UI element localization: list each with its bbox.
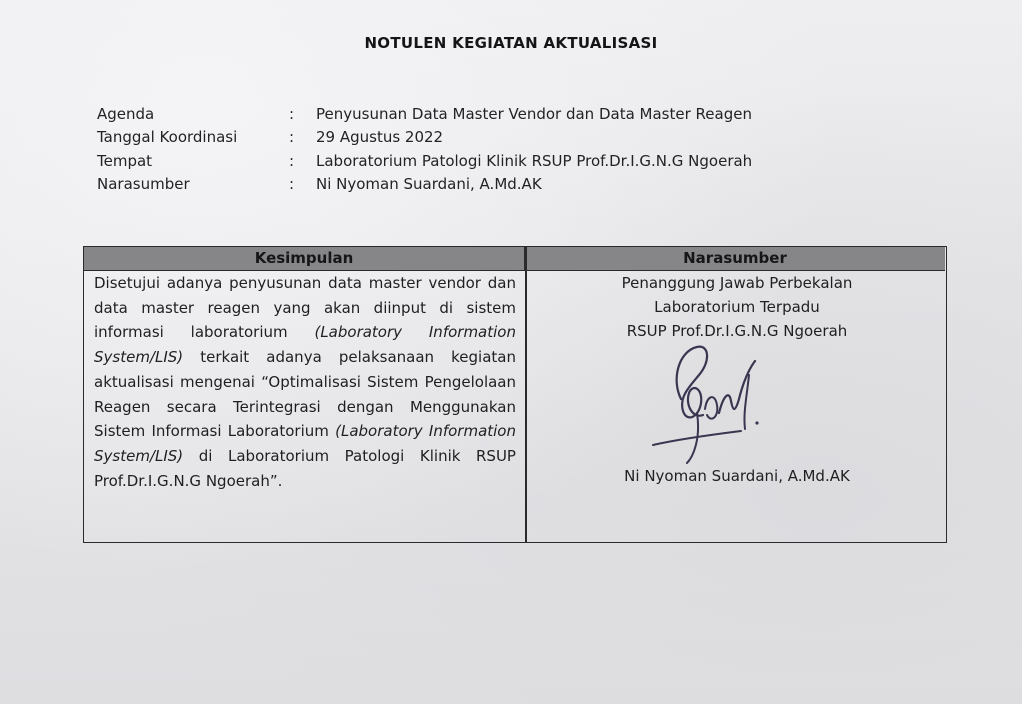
header-narasumber: Narasumber <box>525 247 945 271</box>
kesimpulan-italic-1: (Laboratory Information System/LIS) <box>94 323 516 367</box>
meta-value: 29 Agustus 2022 <box>316 128 444 147</box>
meta-colon: : <box>289 151 295 170</box>
signer-name: Ni Nyoman Suardani, A.Md.AK <box>624 467 850 485</box>
meta-label: Tempat <box>97 151 153 170</box>
role-line-1: Penanggung Jawab Perbekalan <box>621 274 853 292</box>
role-line-2: Laboratorium Terpadu <box>654 298 820 316</box>
meta-value: Laboratorium Patologi Klinik RSUP Prof.Dr.I.G.N.G Ngoerah <box>316 151 753 170</box>
meta-info <box>97 102 752 196</box>
header-kesimpulan: Kesimpulan <box>84 247 525 271</box>
meta-colon: : <box>289 104 295 123</box>
kesimpulan-text-3: di Laboratorium Patologi Klinik RSUP Prof.Dr.I.G.N.G Ngoerah”. <box>94 446 516 490</box>
meta-value: Penyusunan Data Master Vendor dan Data Master Reagen <box>316 104 752 123</box>
meta-colon: : <box>289 128 295 147</box>
kesimpulan-text-1: Disetujui adanya penyusunan data master vendor dan data master reagen yang akan diinput di sistem informasi laboratorium <box>94 274 516 342</box>
meta-row-tanggal <box>97 126 752 150</box>
meta-value: Ni Nyoman Suardani, A.Md.AK <box>316 175 542 194</box>
meta-row-tempat <box>97 149 752 173</box>
document-title: NOTULEN KEGIATAN AKTUALISASI <box>364 34 658 52</box>
kesimpulan-italic-2: (Laboratory Information System/LIS) <box>94 422 516 465</box>
meta-label: Agenda <box>97 104 155 123</box>
kesimpulan-cell <box>94 271 516 493</box>
meta-colon: : <box>289 175 295 194</box>
meta-label: Tanggal Koordinasi <box>97 128 238 147</box>
meta-label: Narasumber <box>97 175 190 194</box>
signature-icon <box>649 339 779 464</box>
meta-row-agenda <box>97 102 752 126</box>
meta-row-narasumber <box>97 173 752 197</box>
narasumber-cell <box>527 271 947 343</box>
kesimpulan-text-2: terkait adanya pelaksanaan kegiatan aktualisasi mengenai “Optimalisasi Sistem Pengelolaan Reagen secara Terintegrasi dengan Menggunakan Sistem Informasi Laboratorium <box>94 348 516 441</box>
summary-table <box>83 246 947 543</box>
role-line-3: RSUP Prof.Dr.I.G.N.G Ngoerah <box>626 322 848 340</box>
